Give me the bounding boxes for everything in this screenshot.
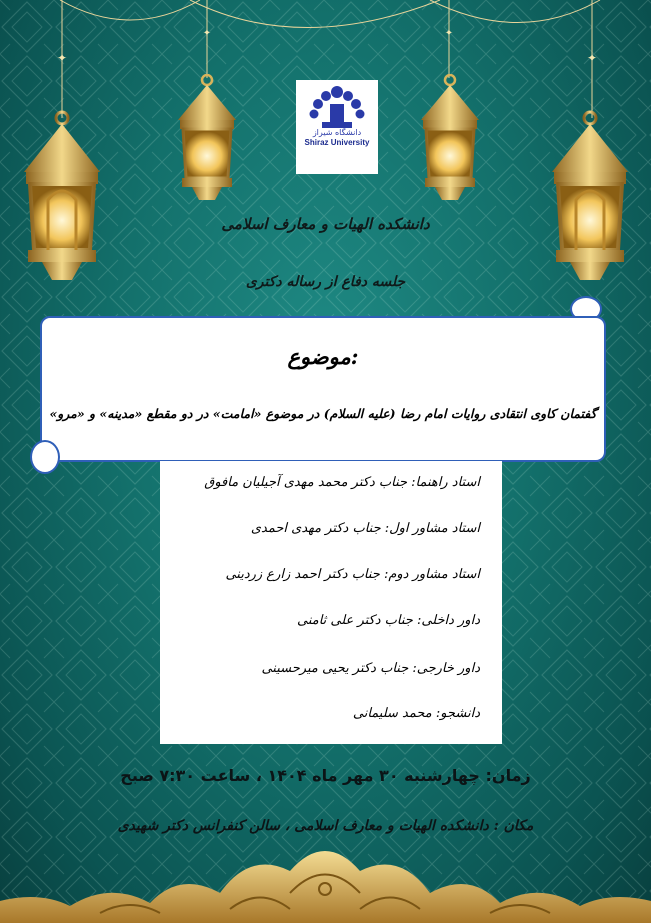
event-time: زمان: چهارشنبه ۳۰ مهر ماه ۱۴۰۴ ، ساعت ۷:۳۰ صبح [120,766,531,785]
committee-row: استاد مشاور اول: جناب دکتر مهدی احمدی [250,521,480,536]
committee-row: داور خارجی: جناب دکتر یحیی میرحسینی [261,661,480,676]
scroll-curl-bottom [30,440,60,474]
lantern-icon [170,74,244,206]
committee-row: استاد راهنما: جناب دکتر محمد مهدی آجیلیان مافوق [204,475,480,490]
committee-row: دانشجو: محمد سلیمانی [352,706,480,721]
lantern-icon [413,74,487,206]
committee-row: داور داخلی: جناب دکتر علی ثامنی [296,613,480,628]
session-title: جلسه دفاع از رساله دکتری [245,274,406,290]
svg-text:✦: ✦ [202,28,212,39]
logo-name-fa: دانشگاه شیراز [312,128,362,137]
faculty-title: دانشکده الهیات و معارف اسلامی [221,215,430,233]
ornament-border-icon [0,831,651,923]
university-logo [296,80,378,174]
topic-text: گفتمان کاوی انتقادی روایات امام رضا (علیه السلام) در موضوع «امامت» در دو مقطع «مدینه» و «مرو» [49,406,597,421]
lantern-icon [540,110,640,290]
svg-text:✦: ✦ [444,28,454,39]
committee-row: استاد مشاور دوم: جناب دکتر احمد زارع زردینی [225,567,480,582]
topic-label: موضوع: [287,344,359,369]
svg-text:✦: ✦ [586,51,598,65]
committee-box [160,461,502,744]
topic-scroll [40,316,606,462]
logo-name-en: Shiraz University [304,138,370,147]
svg-text:✦: ✦ [56,51,68,65]
event-place: مکان : دانشکده الهیات و معارف اسلامی ، سالن کنفرانس دکتر شهیدی [117,818,534,834]
lantern-icon [12,110,112,290]
